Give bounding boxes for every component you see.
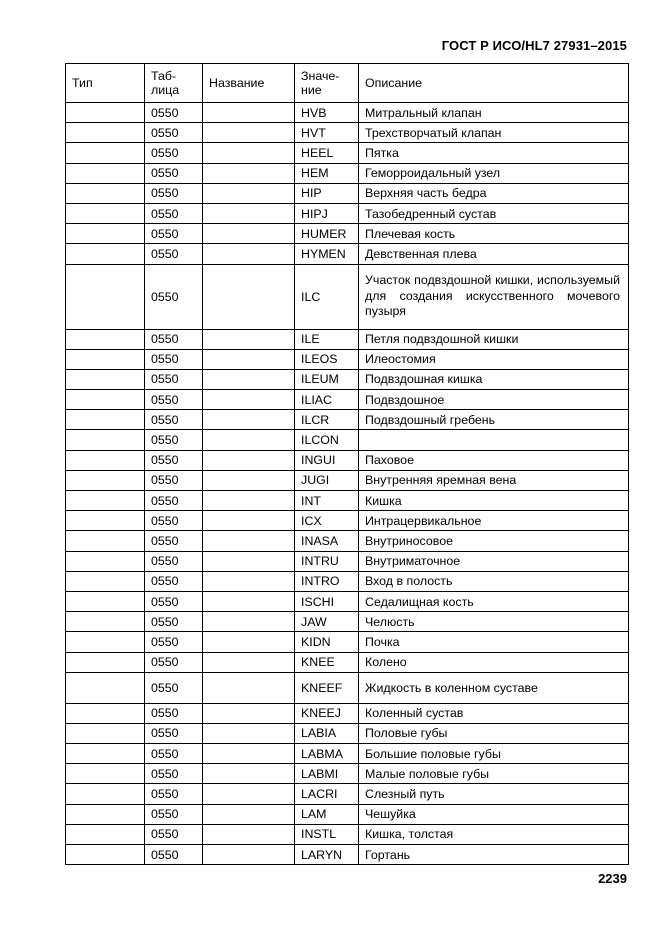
cell-description: Малые половые губы — [359, 764, 629, 784]
cell-name — [203, 143, 295, 163]
document-id-header: ГОСТ Р ИСО/HL7 27931–2015 — [441, 38, 627, 53]
cell-name — [203, 612, 295, 632]
cell-table: 0550 — [145, 430, 203, 450]
cell-type — [66, 632, 145, 652]
cell-description: Девственная плева — [359, 244, 629, 264]
cell-description — [359, 430, 629, 450]
cell-name — [203, 652, 295, 672]
cell-value: HEM — [295, 163, 359, 183]
cell-table: 0550 — [145, 612, 203, 632]
table-row — [66, 531, 629, 551]
cell-name — [203, 744, 295, 764]
cell-value: LABIA — [295, 723, 359, 743]
cell-description: Плечевая кость — [359, 224, 629, 244]
cell-name — [203, 183, 295, 203]
cell-description: Челюсть — [359, 612, 629, 632]
cell-table: 0550 — [145, 390, 203, 410]
cell-description: Почка — [359, 632, 629, 652]
cell-name — [203, 264, 295, 329]
cell-type — [66, 551, 145, 571]
cell-table: 0550 — [145, 571, 203, 591]
table-row — [66, 470, 629, 490]
cell-table: 0550 — [145, 470, 203, 490]
cell-description: Внутриматочное — [359, 551, 629, 571]
cell-type — [66, 143, 145, 163]
cell-type — [66, 470, 145, 490]
cell-value: HUMER — [295, 224, 359, 244]
cell-value: INTRO — [295, 571, 359, 591]
table-row — [66, 264, 629, 329]
cell-type — [66, 764, 145, 784]
cell-value: JAW — [295, 612, 359, 632]
cell-table: 0550 — [145, 103, 203, 123]
cell-table: 0550 — [145, 652, 203, 672]
table-body — [66, 103, 629, 865]
cell-name — [203, 571, 295, 591]
table-row — [66, 784, 629, 804]
cell-description: Участок подвздошной кишки, используемый для создания искусственного мочевого пузыря — [359, 264, 629, 329]
cell-description: Кишка — [359, 491, 629, 511]
cell-type — [66, 744, 145, 764]
cell-value: ILCON — [295, 430, 359, 450]
table-row — [66, 571, 629, 591]
cell-description: Подвздошный гребень — [359, 410, 629, 430]
cell-value: INGUI — [295, 450, 359, 470]
table-row — [66, 824, 629, 844]
code-table — [65, 63, 629, 865]
cell-type — [66, 612, 145, 632]
cell-name — [203, 103, 295, 123]
table-row — [66, 672, 629, 703]
cell-value: INTRU — [295, 551, 359, 571]
cell-table: 0550 — [145, 764, 203, 784]
cell-description: Чешуйка — [359, 804, 629, 824]
cell-name — [203, 224, 295, 244]
cell-name — [203, 703, 295, 723]
cell-value: INSTL — [295, 824, 359, 844]
cell-table: 0550 — [145, 672, 203, 703]
cell-value: HVT — [295, 123, 359, 143]
cell-description: Половые губы — [359, 723, 629, 743]
cell-type — [66, 824, 145, 844]
cell-description: Колено — [359, 652, 629, 672]
table-row — [66, 632, 629, 652]
table-row — [66, 612, 629, 632]
cell-value: ILEOS — [295, 349, 359, 369]
cell-description: Паховое — [359, 450, 629, 470]
table-row — [66, 369, 629, 389]
cell-value: ILE — [295, 329, 359, 349]
cell-name — [203, 531, 295, 551]
cell-type — [66, 329, 145, 349]
cell-table: 0550 — [145, 723, 203, 743]
cell-name — [203, 723, 295, 743]
cell-name — [203, 491, 295, 511]
cell-name — [203, 203, 295, 223]
cell-table: 0550 — [145, 183, 203, 203]
column-header-name: Название — [203, 64, 295, 103]
table-row — [66, 845, 629, 865]
cell-name — [203, 123, 295, 143]
table-row — [66, 591, 629, 611]
cell-description: Интрацервикальное — [359, 511, 629, 531]
cell-value: LABMA — [295, 744, 359, 764]
cell-name — [203, 470, 295, 490]
cell-description: Верхняя часть бедра — [359, 183, 629, 203]
cell-table: 0550 — [145, 632, 203, 652]
cell-value: HEEL — [295, 143, 359, 163]
table-row — [66, 723, 629, 743]
cell-table: 0550 — [145, 264, 203, 329]
cell-description: Седалищная кость — [359, 591, 629, 611]
cell-description: Митральный клапан — [359, 103, 629, 123]
cell-name — [203, 591, 295, 611]
cell-description: Трехстворчатый клапан — [359, 123, 629, 143]
cell-type — [66, 672, 145, 703]
cell-table: 0550 — [145, 491, 203, 511]
cell-name — [203, 390, 295, 410]
cell-type — [66, 845, 145, 865]
cell-value: LACRI — [295, 784, 359, 804]
cell-name — [203, 551, 295, 571]
cell-type — [66, 784, 145, 804]
cell-description: Коленный сустав — [359, 703, 629, 723]
cell-value: KNEEJ — [295, 703, 359, 723]
cell-type — [66, 591, 145, 611]
cell-type — [66, 450, 145, 470]
cell-name — [203, 824, 295, 844]
table-row — [66, 804, 629, 824]
table-row — [66, 163, 629, 183]
cell-type — [66, 804, 145, 824]
cell-type — [66, 511, 145, 531]
cell-table: 0550 — [145, 123, 203, 143]
table-row — [66, 244, 629, 264]
cell-description: Илеостомия — [359, 349, 629, 369]
cell-table: 0550 — [145, 143, 203, 163]
cell-value: JUGI — [295, 470, 359, 490]
table-row — [66, 450, 629, 470]
cell-type — [66, 163, 145, 183]
cell-name — [203, 784, 295, 804]
cell-table: 0550 — [145, 551, 203, 571]
cell-type — [66, 531, 145, 551]
cell-name — [203, 511, 295, 531]
table-row — [66, 143, 629, 163]
cell-description: Геморроидальный узел — [359, 163, 629, 183]
cell-name — [203, 672, 295, 703]
cell-value: LAM — [295, 804, 359, 824]
cell-type — [66, 103, 145, 123]
cell-value: ISCHI — [295, 591, 359, 611]
cell-value: INT — [295, 491, 359, 511]
cell-table: 0550 — [145, 784, 203, 804]
cell-value: ILC — [295, 264, 359, 329]
cell-table: 0550 — [145, 369, 203, 389]
table-row — [66, 390, 629, 410]
table-row — [66, 329, 629, 349]
cell-value: ILIAC — [295, 390, 359, 410]
table-row — [66, 183, 629, 203]
cell-description: Вход в полость — [359, 571, 629, 591]
cell-name — [203, 410, 295, 430]
column-header-type: Тип — [66, 64, 145, 103]
cell-type — [66, 652, 145, 672]
cell-table: 0550 — [145, 824, 203, 844]
cell-table: 0550 — [145, 450, 203, 470]
cell-type — [66, 723, 145, 743]
cell-type — [66, 571, 145, 591]
cell-type — [66, 224, 145, 244]
cell-description: Внутренняя яремная вена — [359, 470, 629, 490]
cell-name — [203, 163, 295, 183]
column-header-value — [295, 64, 359, 103]
cell-value: LARYN — [295, 845, 359, 865]
cell-table: 0550 — [145, 511, 203, 531]
cell-type — [66, 491, 145, 511]
cell-table: 0550 — [145, 203, 203, 223]
column-header-table-line1: Таб- — [151, 69, 177, 83]
cell-type — [66, 183, 145, 203]
cell-description: Пятка — [359, 143, 629, 163]
cell-table: 0550 — [145, 349, 203, 369]
cell-name — [203, 632, 295, 652]
cell-name — [203, 349, 295, 369]
cell-table: 0550 — [145, 329, 203, 349]
page-number: 2239 — [598, 871, 627, 886]
table-row — [66, 349, 629, 369]
cell-table: 0550 — [145, 744, 203, 764]
cell-value: HVB — [295, 103, 359, 123]
table-row — [66, 203, 629, 223]
cell-description: Гортань — [359, 845, 629, 865]
cell-type — [66, 390, 145, 410]
cell-value: KNEEF — [295, 672, 359, 703]
table-row — [66, 703, 629, 723]
cell-name — [203, 845, 295, 865]
cell-type — [66, 369, 145, 389]
cell-table: 0550 — [145, 410, 203, 430]
column-header-table-line2: лица — [151, 83, 180, 97]
table-row — [66, 491, 629, 511]
cell-type — [66, 203, 145, 223]
cell-value: ICX — [295, 511, 359, 531]
table-row — [66, 551, 629, 571]
cell-name — [203, 329, 295, 349]
column-header-value-line1: Значе- — [301, 69, 340, 83]
cell-description: Подвздошная кишка — [359, 369, 629, 389]
column-header-value-line2: ние — [301, 83, 322, 97]
column-header-description: Описание — [359, 64, 629, 103]
cell-table: 0550 — [145, 591, 203, 611]
cell-value: LABMI — [295, 764, 359, 784]
table-row — [66, 511, 629, 531]
cell-type — [66, 244, 145, 264]
table-row — [66, 410, 629, 430]
cell-type — [66, 410, 145, 430]
cell-type — [66, 430, 145, 450]
cell-name — [203, 764, 295, 784]
table-row — [66, 764, 629, 784]
cell-description: Внутриносовое — [359, 531, 629, 551]
cell-value: HIPJ — [295, 203, 359, 223]
table-row — [66, 744, 629, 764]
cell-value: HYMEN — [295, 244, 359, 264]
cell-name — [203, 369, 295, 389]
table-row — [66, 103, 629, 123]
cell-table: 0550 — [145, 163, 203, 183]
cell-type — [66, 264, 145, 329]
cell-description: Слезный путь — [359, 784, 629, 804]
cell-description: Кишка, толстая — [359, 824, 629, 844]
cell-value: KNEE — [295, 652, 359, 672]
cell-description: Жидкость в коленном суставе — [359, 672, 629, 703]
cell-value: ILCR — [295, 410, 359, 430]
cell-table: 0550 — [145, 845, 203, 865]
table-row — [66, 123, 629, 143]
table-row — [66, 652, 629, 672]
cell-description: Большие половые губы — [359, 744, 629, 764]
cell-value: HIP — [295, 183, 359, 203]
cell-description: Тазобедренный сустав — [359, 203, 629, 223]
table-header-row — [66, 64, 629, 103]
table-row — [66, 430, 629, 450]
cell-name — [203, 804, 295, 824]
cell-table: 0550 — [145, 244, 203, 264]
cell-description: Петля подвздошной кишки — [359, 329, 629, 349]
cell-name — [203, 244, 295, 264]
cell-name — [203, 450, 295, 470]
column-header-table — [145, 64, 203, 103]
cell-value: ILEUM — [295, 369, 359, 389]
cell-name — [203, 430, 295, 450]
cell-table: 0550 — [145, 531, 203, 551]
cell-description: Подвздошное — [359, 390, 629, 410]
cell-table: 0550 — [145, 703, 203, 723]
cell-type — [66, 349, 145, 369]
cell-type — [66, 703, 145, 723]
cell-value: INASA — [295, 531, 359, 551]
table-row — [66, 224, 629, 244]
cell-table: 0550 — [145, 224, 203, 244]
cell-type — [66, 123, 145, 143]
cell-table: 0550 — [145, 804, 203, 824]
cell-value: KIDN — [295, 632, 359, 652]
